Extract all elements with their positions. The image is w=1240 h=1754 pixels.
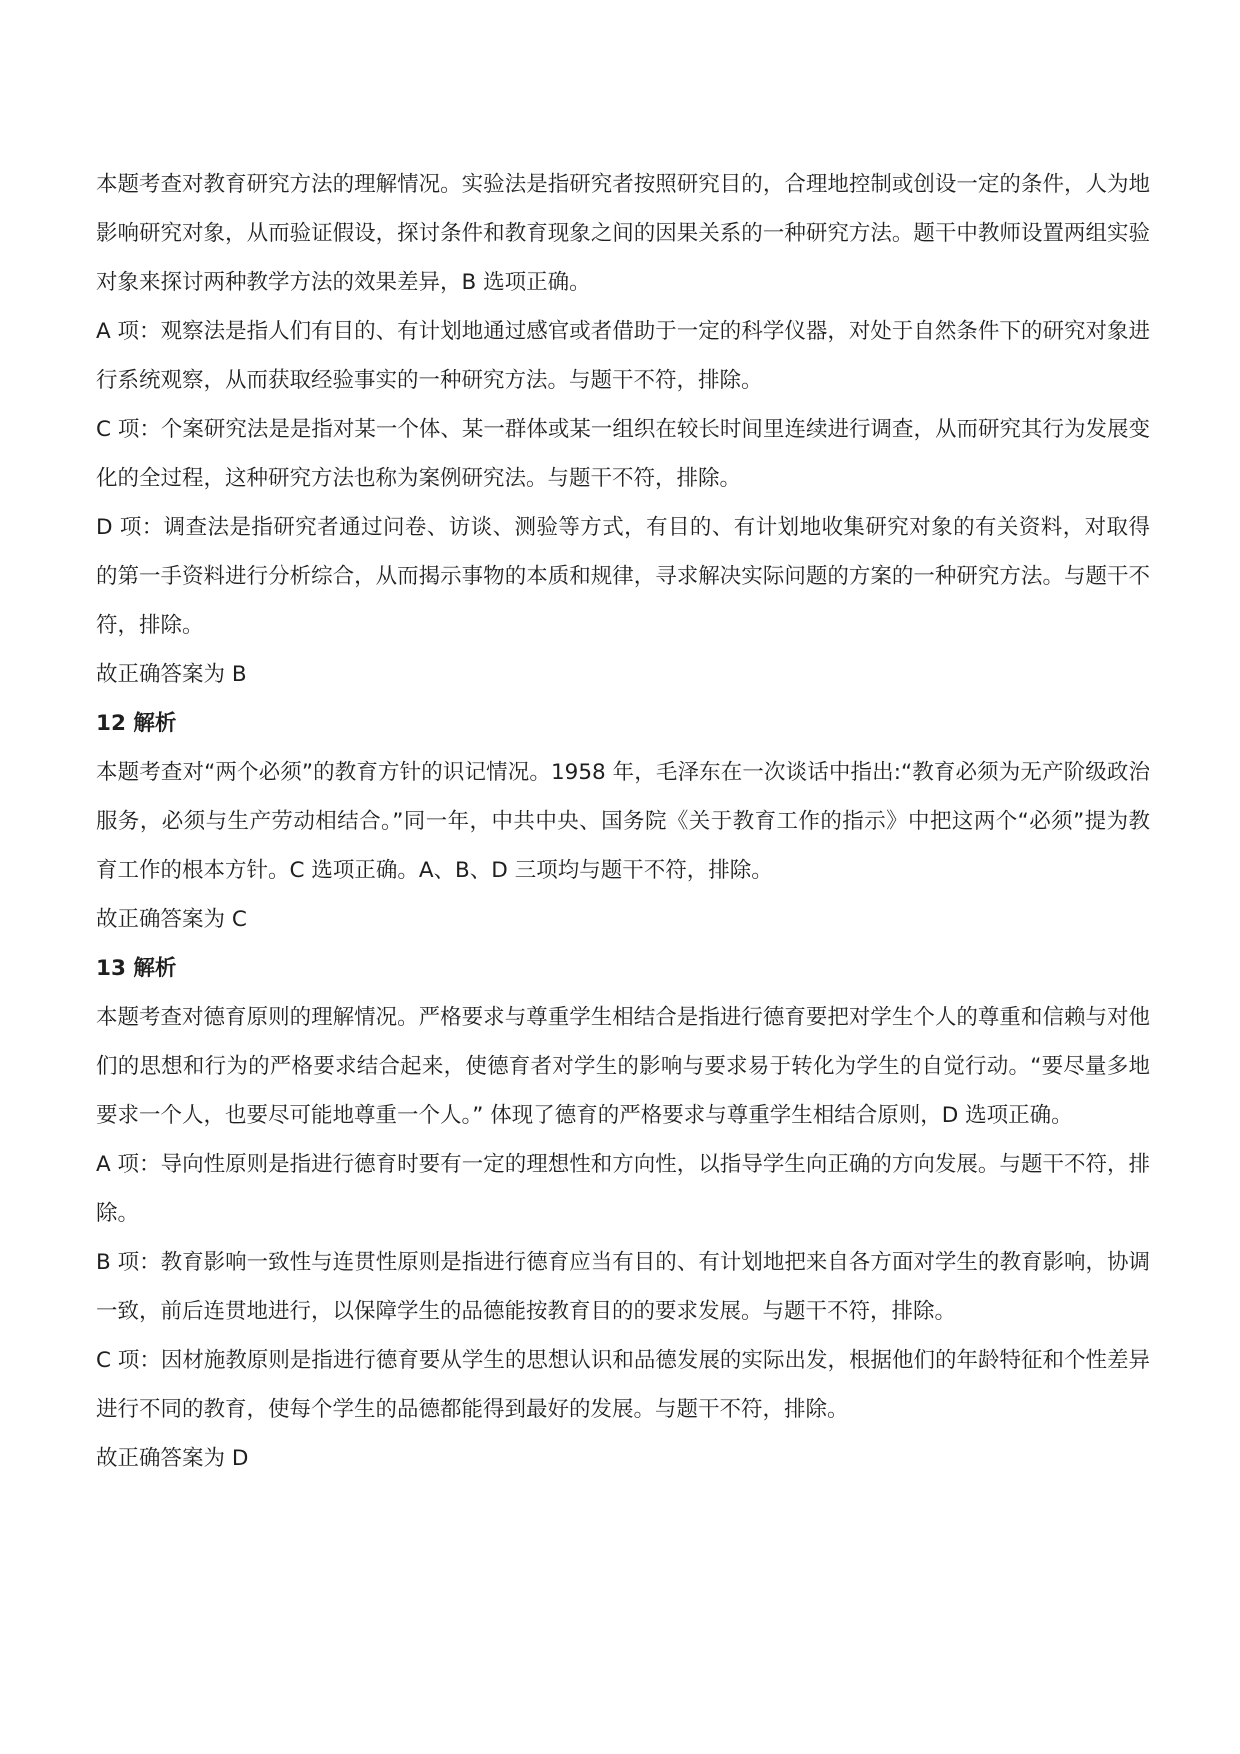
- document-page: [96, 160, 1150, 1483]
- section-12-answer: 故正确答案为 C: [96, 907, 247, 932]
- section-11-option-a: A 项：观察法是指人们有目的、有计划地通过感官或者借助于一定的科学仪器，对处于自然条件下的研究对象进行系统观察，从而获取经验事实的一种研究方法。与题干不符，排除。: [96, 319, 1150, 393]
- section-11-option-d: D 项：调查法是指研究者通过问卷、访谈、测验等方式，有目的、有计划地收集研究对象的有关资料，对取得的第一手资料进行分析综合，从而揭示事物的本质和规律，寻求解决实际问题的方案的一种研究方法。与题干不符，排除。: [96, 515, 1150, 638]
- section-11-answer: 故正确答案为 B: [96, 662, 247, 687]
- section-11-intro: 本题考查对教育研究方法的理解情况。实验法是指研究者按照研究目的，合理地控制或创设一定的条件，人为地影响研究对象，从而验证假设，探讨条件和教育现象之间的因果关系的一种研究方法。题干中教师设置两组实验对象来探讨两种教学方法的效果差异，B 选项正确。: [96, 172, 1150, 295]
- section-12-heading: 12 解析: [96, 711, 177, 736]
- section-13-heading: 13 解析: [96, 956, 177, 981]
- section-13-option-a: A 项：导向性原则是指进行德育时要有一定的理想性和方向性，以指导学生向正确的方向发展。与题干不符，排除。: [96, 1152, 1150, 1226]
- section-11-option-c: C 项：个案研究法是是指对某一个体、某一群体或某一组织在较长时间里连续进行调查，从而研究其行为发展变化的全过程，这种研究方法也称为案例研究法。与题干不符，排除。: [96, 417, 1150, 491]
- section-12-intro: 本题考查对“两个必须”的教育方针的识记情况。1958 年，毛泽东在一次谈话中指出:“教育必须为无产阶级政治服务，必须与生产劳动相结合。”同一年，中共中央、国务院《关于教育工作的指示》中把这两个“必须”提为教育工作的根本方针。C 选项正确。A、B、D 三项均与题干不符，排除。: [96, 760, 1150, 883]
- section-13-option-b: B 项：教育影响一致性与连贯性原则是指进行德育应当有目的、有计划地把来自各方面对学生的教育影响，协调一致，前后连贯地进行，以保障学生的品德能按教育目的的要求发展。与题干不符，排除。: [96, 1250, 1150, 1324]
- section-13-answer: 故正确答案为 D: [96, 1446, 249, 1471]
- section-13-option-c: C 项：因材施教原则是指进行德育要从学生的思想认识和品德发展的实际出发，根据他们的年龄特征和个性差异进行不同的教育，使每个学生的品德都能得到最好的发展。与题干不符，排除。: [96, 1348, 1150, 1422]
- section-13-intro: 本题考查对德育原则的理解情况。严格要求与尊重学生相结合是指进行德育要把对学生个人的尊重和信赖与对他们的思想和行为的严格要求结合起来，使德育者对学生的影响与要求易于转化为学生的自觉行动。“要尽量多地要求一个人，也要尽可能地尊重一个人。” 体现了德育的严格要求与尊重学生相结合原则，D 选项正确。: [96, 1005, 1150, 1128]
